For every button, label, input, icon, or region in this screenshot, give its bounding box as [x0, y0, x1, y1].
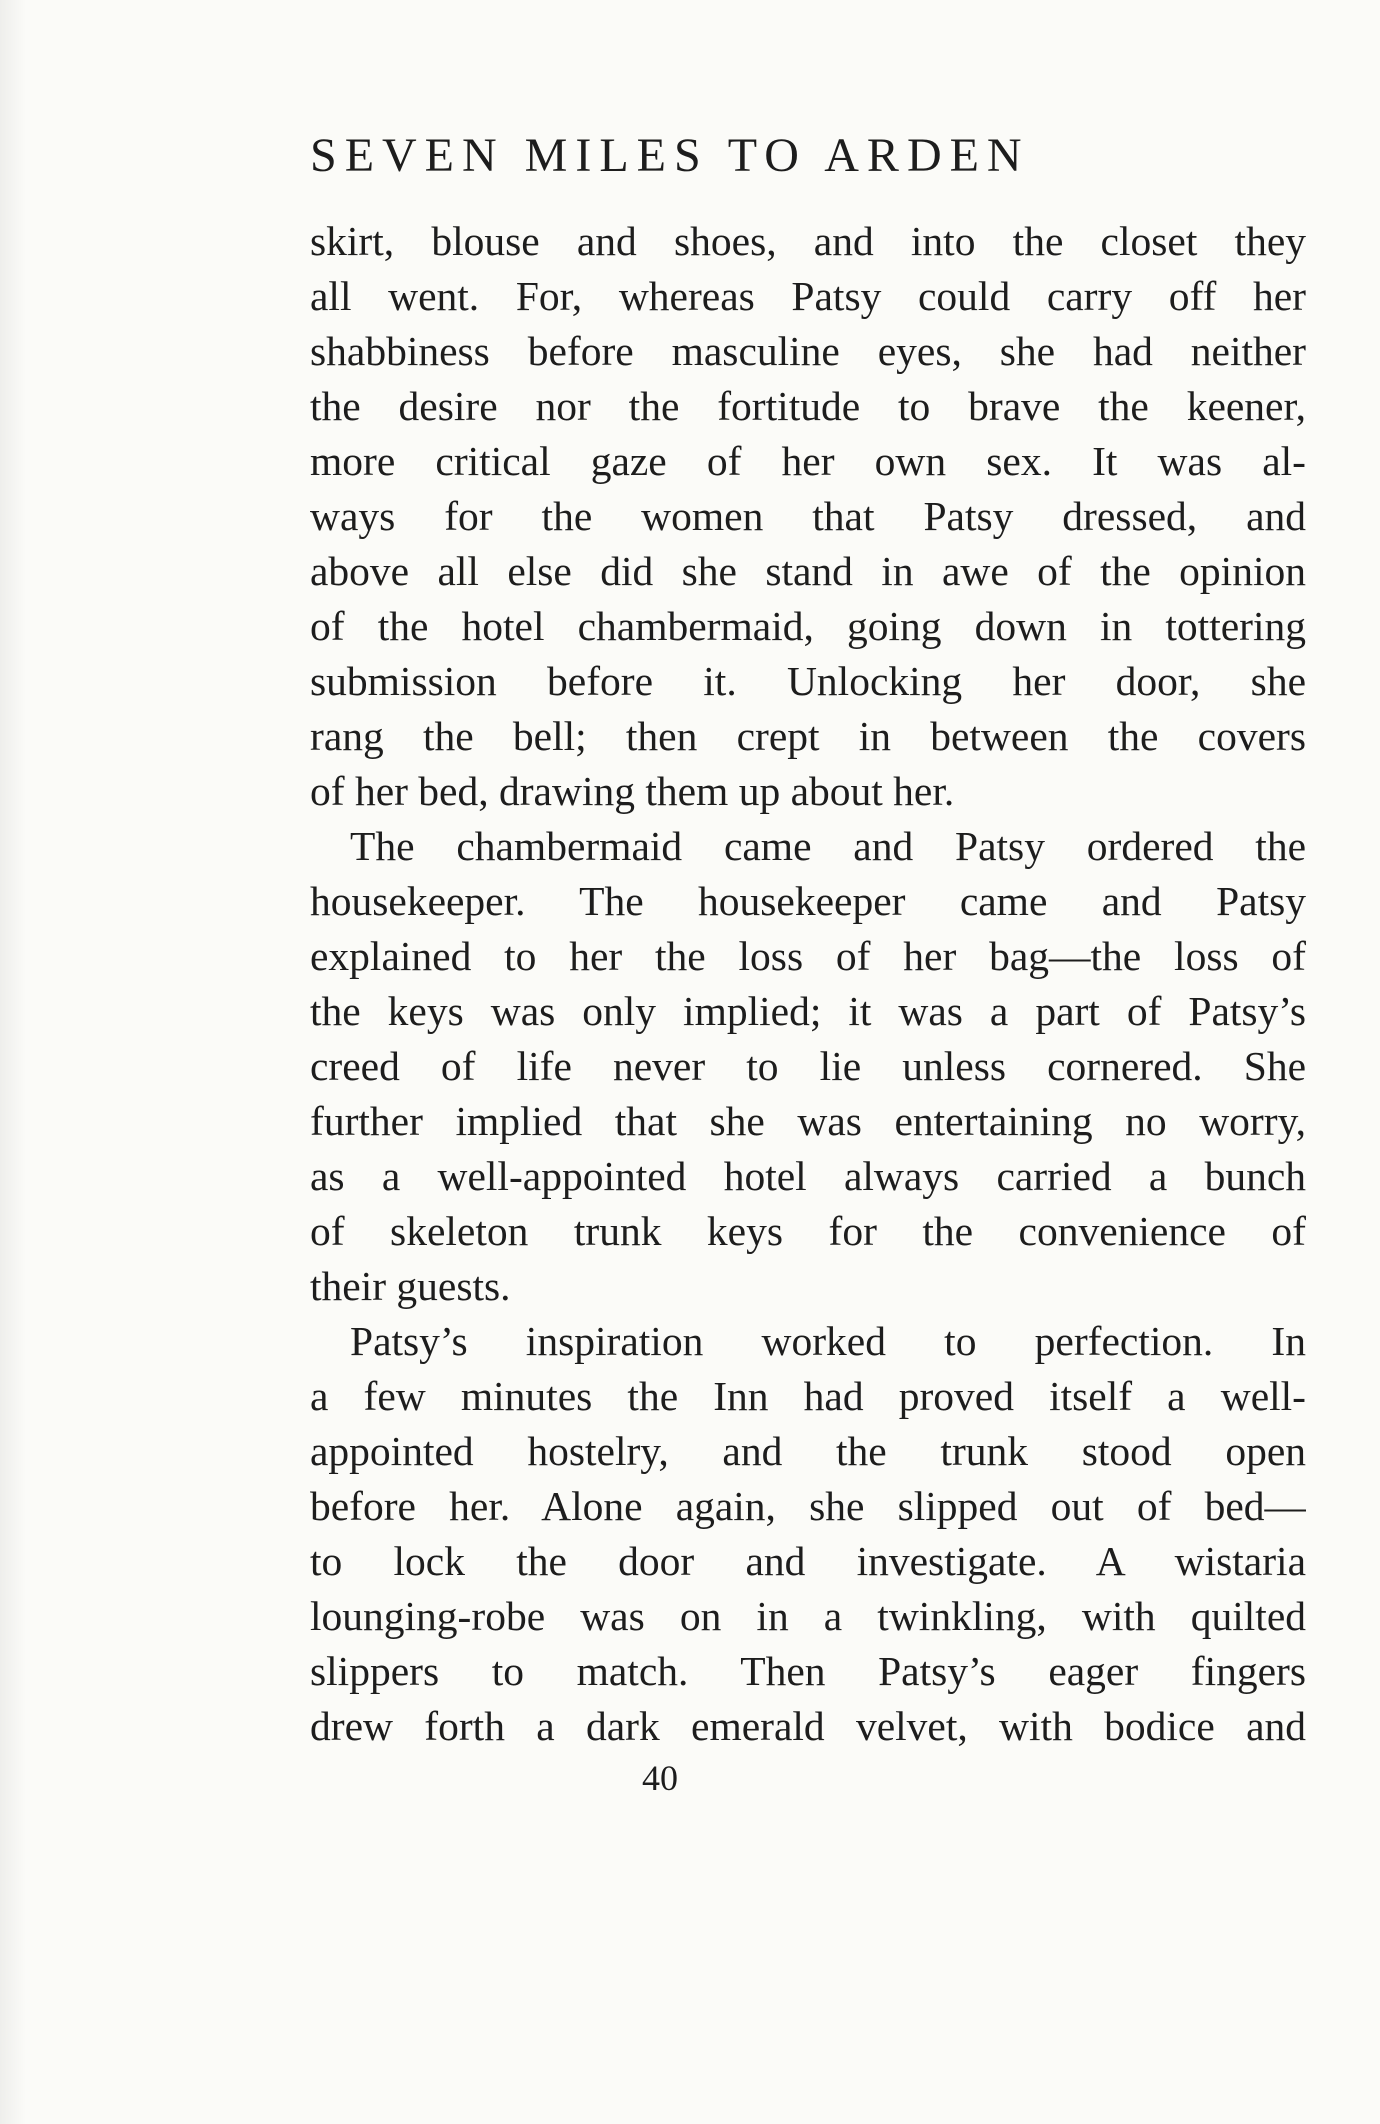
- paragraph-first-line: The chambermaid came and Patsy ordered the: [350, 823, 1306, 869]
- text-line: the keys was only implied; it was a part of Patsy’s: [310, 988, 1306, 1034]
- text-line: above all else did she stand in awe of the opinion: [310, 548, 1306, 594]
- text-line: to lock the door and investigate. A wistaria: [310, 1538, 1306, 1584]
- paragraph-first-line: Patsy’s inspiration worked to perfection. In: [350, 1318, 1306, 1364]
- text-line: rang the bell; then crept in between the covers: [310, 713, 1306, 759]
- text-line: ways for the women that Patsy dressed, and: [310, 493, 1306, 539]
- text-line: of skeleton trunk keys for the convenience of: [310, 1208, 1306, 1254]
- paragraph-last-line: their guests.: [310, 1263, 511, 1309]
- running-head: SEVEN MILES TO ARDEN: [310, 129, 1030, 182]
- text-line: the desire nor the fortitude to brave the keener,: [310, 383, 1306, 429]
- text-line: more critical gaze of her own sex. It was al-: [310, 438, 1306, 484]
- text-line: shabbiness before masculine eyes, she had neither: [310, 328, 1306, 374]
- text-line: all went. For, whereas Patsy could carry off her: [310, 273, 1306, 319]
- body-text: [310, 214, 1306, 1754]
- text-line: slippers to match. Then Patsy’s eager fingers: [310, 1648, 1306, 1694]
- text-line: explained to her the loss of her bag—the loss of: [310, 933, 1306, 979]
- text-line: submission before it. Unlocking her door, she: [310, 658, 1306, 704]
- text-line: as a well-appointed hotel always carried a bunch: [310, 1153, 1306, 1199]
- text-line: before her. Alone again, she slipped out of bed—: [310, 1483, 1306, 1529]
- text-line: skirt, blouse and shoes, and into the closet they: [310, 218, 1306, 264]
- text-line: a few minutes the Inn had proved itself a well-: [310, 1373, 1306, 1419]
- text-line: further implied that she was entertaining no worry,: [310, 1098, 1306, 1144]
- text-line: of the hotel chambermaid, going down in tottering: [310, 603, 1306, 649]
- text-line: appointed hostelry, and the trunk stood open: [310, 1428, 1306, 1474]
- paragraph-last-line: of her bed, drawing them up about her.: [310, 768, 955, 814]
- text-line: creed of life never to lie unless cornered. She: [310, 1043, 1306, 1089]
- text-line: lounging-robe was on in a twinkling, with quilted: [310, 1593, 1306, 1639]
- text-line: drew forth a dark emerald velvet, with bodice and: [310, 1703, 1306, 1749]
- page-number: 40: [642, 1758, 678, 1798]
- scan-edge-shadow: [0, 0, 26, 2124]
- text-line: housekeeper. The housekeeper came and Patsy: [310, 878, 1306, 924]
